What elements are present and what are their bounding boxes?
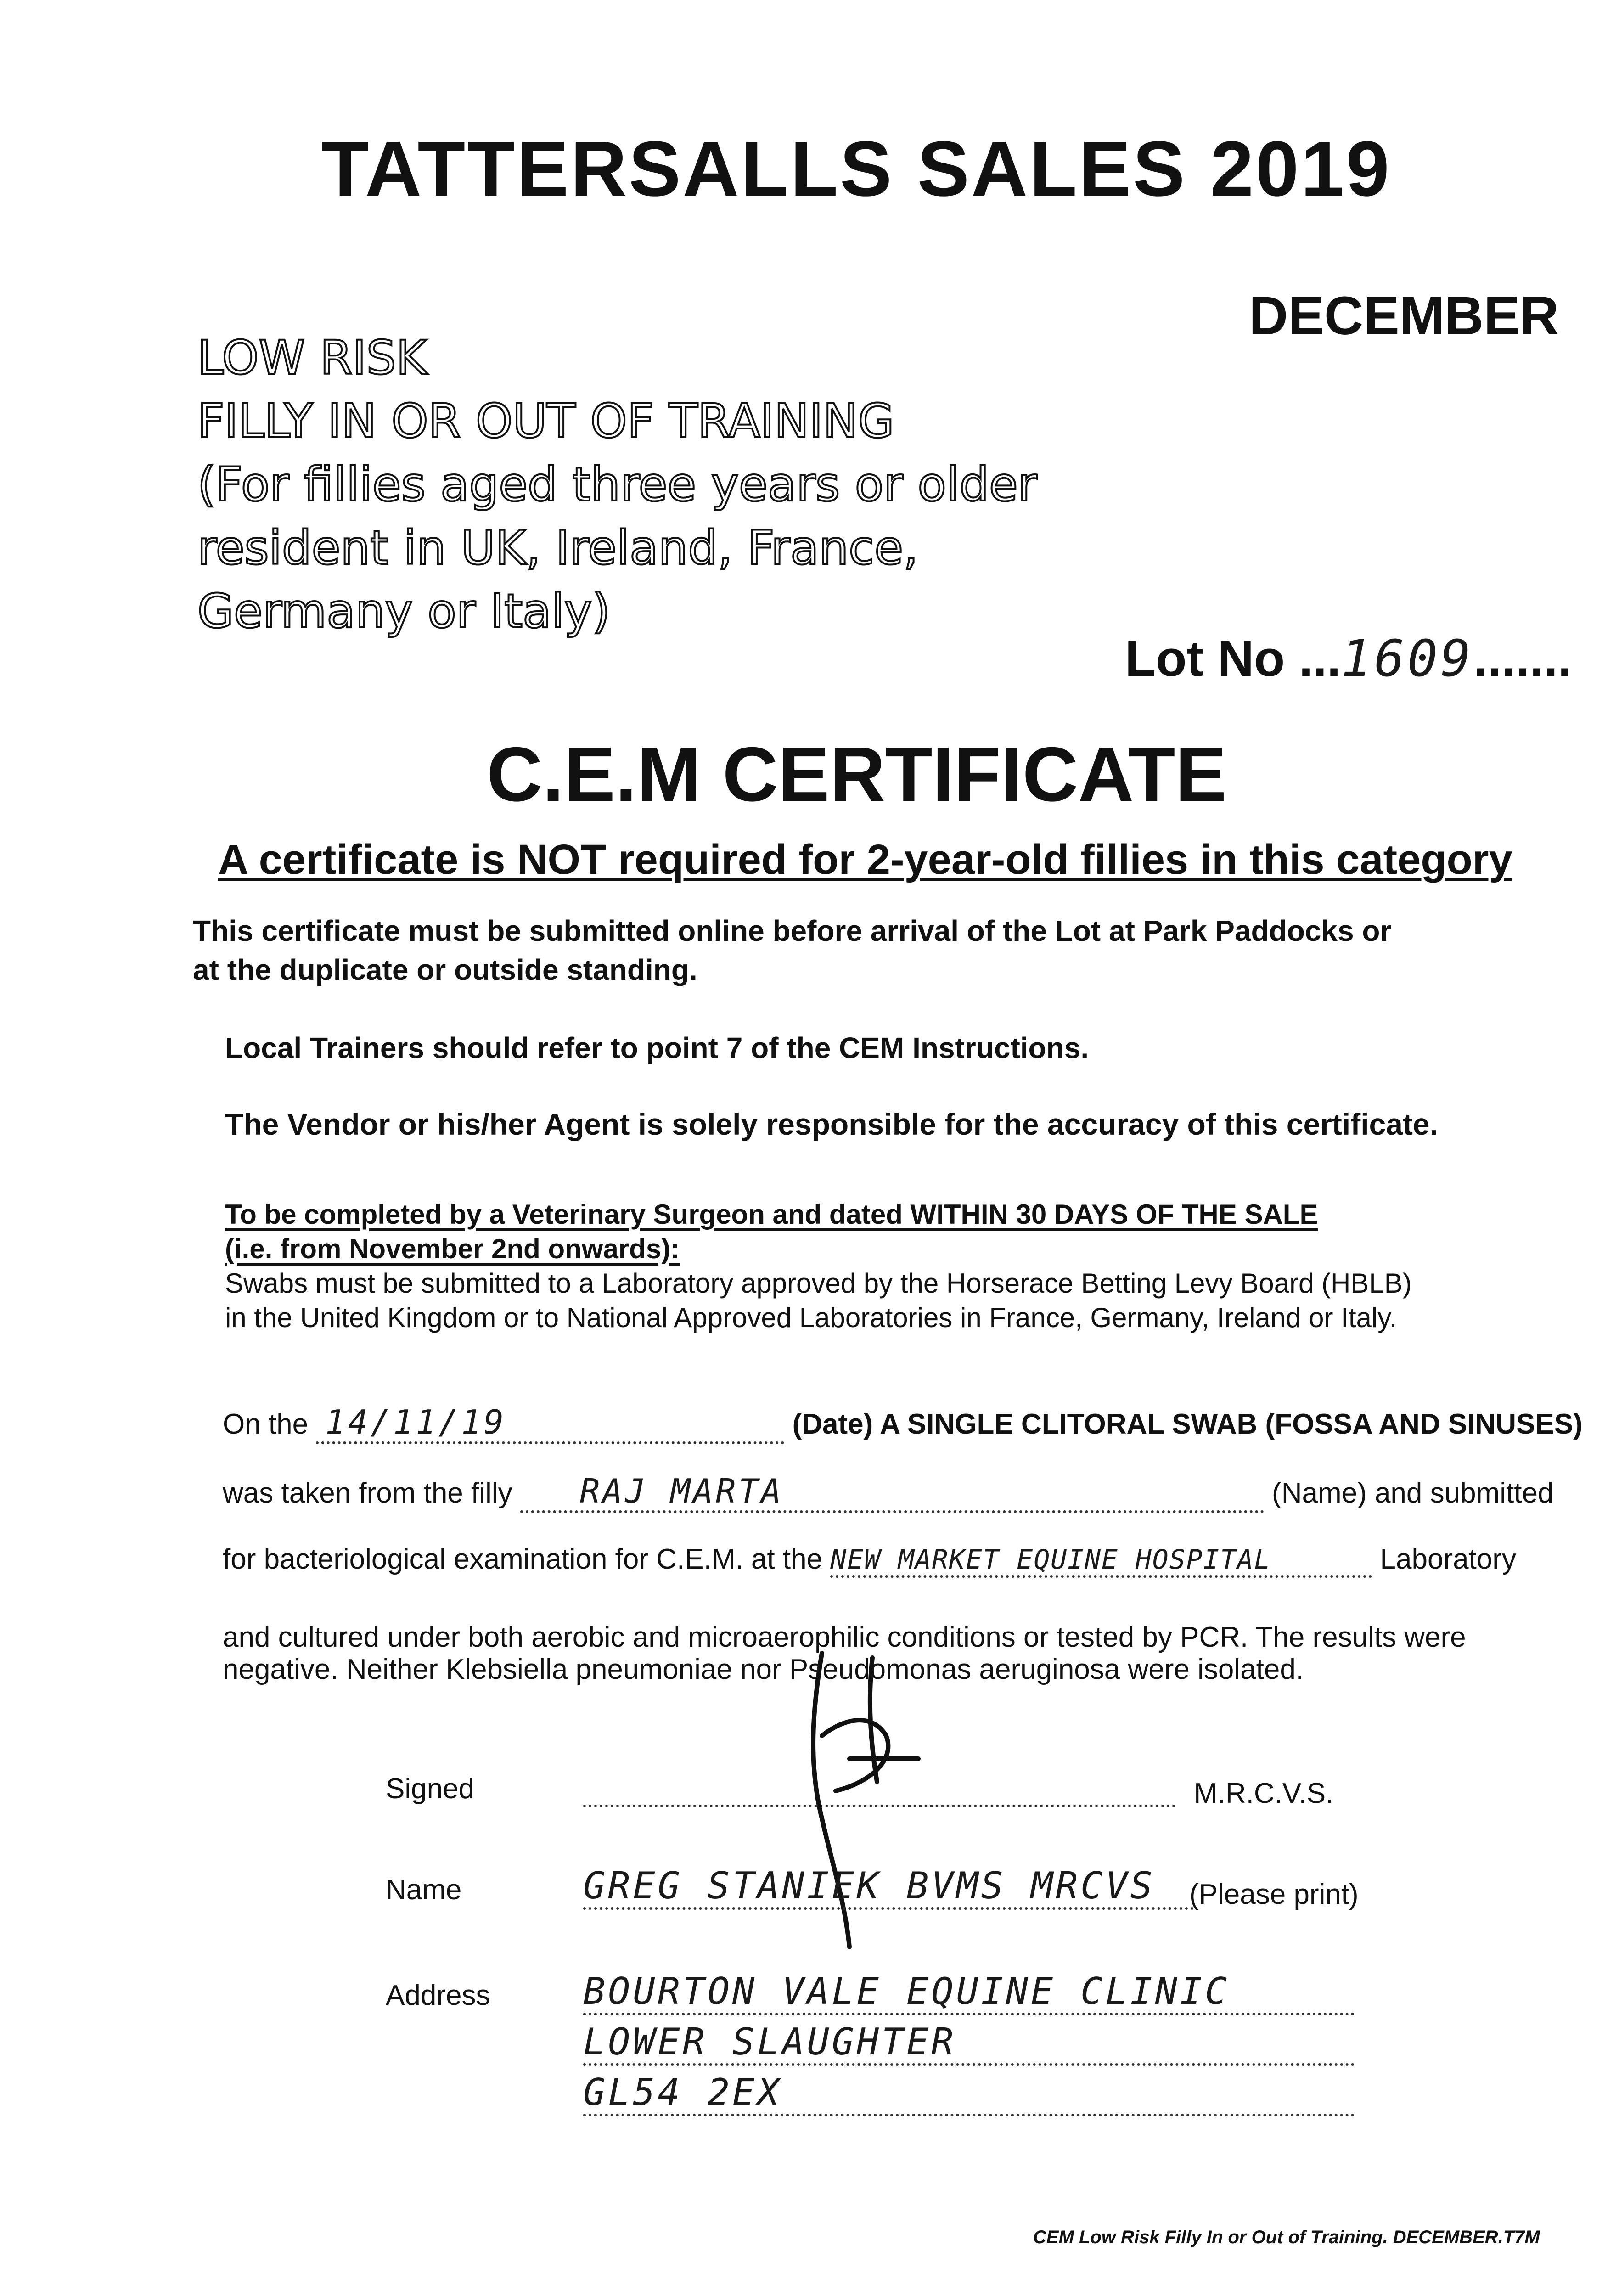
lot-label: Lot No ...	[1125, 630, 1341, 687]
name-label: Name	[386, 1874, 462, 1906]
date-field[interactable]: 14/11/19	[316, 1403, 784, 1444]
filly-row	[223, 1472, 1553, 1513]
category-line-5: Germany or Italy)	[197, 584, 611, 639]
address-line-1-field[interactable]: BOURTON VALE EQUINE CLINIC	[583, 1970, 1355, 2015]
date-row	[223, 1403, 1583, 1444]
name-suffix: (Name) and submitted	[1272, 1477, 1554, 1509]
category-line-3: (For fillies aged three years or older	[197, 457, 1037, 512]
local-trainers-note: Local Trainers should refer to point 7 of the CEM Instructions.	[225, 1031, 1089, 1064]
category-line-4: resident in UK, Ireland, France,	[197, 521, 918, 575]
cultured-line-1: and cultured under both aerobic and microaerophilic conditions or tested by PCR. The results were	[223, 1621, 1466, 1653]
cultured-line-2: negative. Neither Klebsiella pneumoniae nor Pseudomonas aeruginosa were isolated.	[223, 1654, 1304, 1685]
page-title: TATTERSALLS SALES 2019	[321, 125, 1391, 213]
address-line-2-field[interactable]: LOWER SLAUGHTER	[583, 2020, 1355, 2066]
category-line-1: LOW RISK	[197, 331, 427, 385]
signed-label: Signed	[386, 1773, 475, 1805]
swabs-line-2: in the United Kingdom or to National Approved Laboratories in France, Germany, Ireland or Italy.	[225, 1302, 1397, 1333]
lab-suffix: Laboratory	[1380, 1543, 1516, 1575]
please-print-label: (Please print)	[1189, 1879, 1359, 1910]
mrcvs-label: M.R.C.V.S.	[1194, 1778, 1334, 1809]
sale-month: DECEMBER	[1249, 286, 1559, 346]
category-line-2: FILLY IN OR OUT OF TRAINING	[197, 394, 894, 449]
name-field[interactable]: GREG STANIEK BVMS MRCVS	[583, 1864, 1194, 1910]
certificate-title: C.E.M CERTIFICATE	[487, 731, 1227, 817]
address-label: Address	[386, 1980, 490, 2011]
lab-row	[223, 1543, 1516, 1578]
filly-name-field[interactable]: RAJ MARTA	[520, 1472, 1264, 1513]
lot-trail: .......	[1473, 630, 1572, 687]
lot-number	[1125, 629, 1572, 688]
taken-from-label: was taken from the filly	[223, 1477, 512, 1509]
vet-heading-line-2: (i.e. from November 2nd onwards):	[225, 1233, 680, 1264]
footer-code: CEM Low Risk Filly In or Out of Training. DECEMBER.T7M	[1033, 2227, 1540, 2247]
instructions-line-2: at the duplicate or outside standing.	[193, 953, 697, 986]
certificate-subtitle: A certificate is NOT required for 2-year-old fillies in this category	[218, 836, 1512, 883]
vet-heading-line-1: To be completed by a Veterinary Surgeon and dated WITHIN 30 DAYS OF THE SALE	[225, 1199, 1318, 1230]
vendor-note: The Vendor or his/her Agent is solely responsible for the accuracy of this certificate.	[225, 1107, 1438, 1141]
address-line-3-field[interactable]: GL54 2EX	[583, 2071, 1355, 2116]
on-the-label: On the	[223, 1408, 309, 1440]
bact-prefix: for bacteriological examination for C.E.M. at the	[223, 1543, 823, 1575]
lot-number-value: 1609	[1341, 629, 1474, 688]
swabs-line-1: Swabs must be submitted to a Laboratory approved by the Horserace Betting Levy Board (HBLB)	[225, 1268, 1412, 1299]
date-suffix: (Date) A SINGLE CLITORAL SWAB (FOSSA AND SINUSES)	[792, 1408, 1583, 1440]
lab-name-field[interactable]: NEW MARKET EQUINE HOSPITAL	[830, 1544, 1372, 1578]
instructions-line-1: This certificate must be submitted online before arrival of the Lot at Park Paddocks or	[193, 914, 1392, 947]
